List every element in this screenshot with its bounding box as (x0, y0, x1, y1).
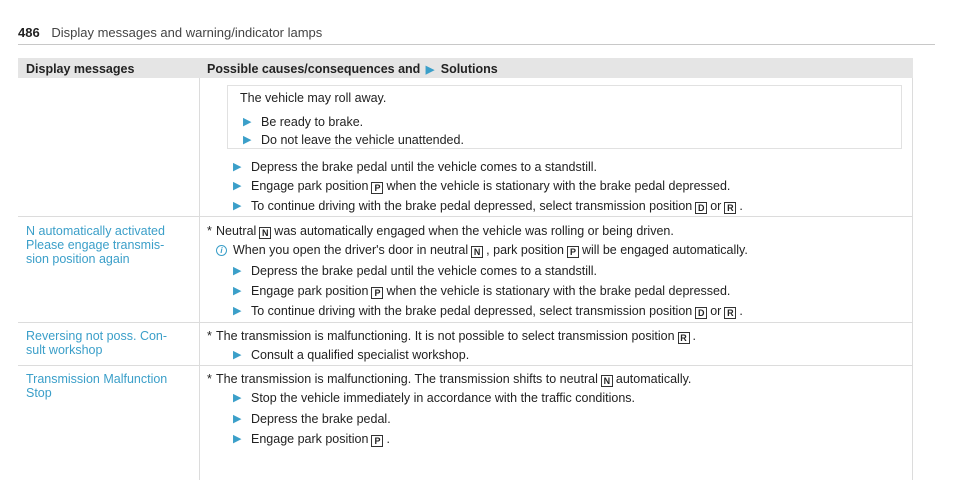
row-separator (18, 365, 913, 366)
display-message: Reversing not poss. Con- (26, 329, 168, 343)
solution-step: Stop the vehicle immediately in accordance with the traffic conditions. (251, 391, 635, 405)
note-text: The vehicle may roll away. (240, 91, 387, 105)
page-header (18, 25, 322, 40)
arrow-icon: ▶ (425, 64, 435, 76)
display-message: Please engage transmis- (26, 238, 165, 252)
header-causes-text: Possible causes/consequences and (207, 62, 421, 76)
gear-p-icon: P (371, 435, 383, 447)
column-separator (199, 78, 200, 480)
asterisk: * (207, 372, 212, 386)
solution-step: Engage park position P when the vehicle is stationary with the brake pedal depressed. (251, 284, 731, 298)
arrow-icon: ▶ (233, 349, 242, 361)
cause-text: The transmission is malfunctioning. It is not possible to select transmission position R . (216, 329, 697, 343)
gear-n-icon: N (601, 375, 613, 387)
arrow-icon: ▶ (233, 200, 242, 212)
arrow-icon: ▶ (233, 305, 242, 317)
arrow-icon: ▶ (233, 433, 242, 445)
arrow-icon: ▶ (233, 392, 242, 404)
note-step: Be ready to brake. (261, 115, 364, 129)
arrow-icon: ▶ (243, 116, 252, 128)
arrow-icon: ▶ (233, 413, 242, 425)
solution-step: To continue driving with the brake pedal depressed, select transmission position D or R . (251, 199, 743, 213)
gear-p-icon: P (567, 246, 579, 258)
solution-step: Depress the brake pedal. (251, 412, 391, 426)
arrow-icon: ▶ (233, 180, 242, 192)
solution-step: Engage park position P when the vehicle is stationary with the brake pedal depressed. (251, 179, 731, 193)
header-causes-solutions (207, 62, 498, 76)
gear-n-icon: N (471, 246, 483, 258)
display-message: Transmission Malfunction (26, 372, 168, 386)
info-text: When you open the driver's door in neutral N , park position P will be engaged automatically. (233, 243, 748, 257)
gear-r-icon: R (724, 307, 736, 319)
page-title: Display messages and warning/indicator lamps (51, 25, 323, 40)
info-icon: i (216, 245, 227, 256)
solution-step: Depress the brake pedal until the vehicle comes to a standstill. (251, 264, 598, 278)
row-separator (18, 216, 913, 217)
gear-n-icon: N (259, 227, 271, 239)
asterisk: * (207, 224, 212, 238)
display-message: N automatically activated (26, 224, 165, 238)
solution-step: Depress the brake pedal until the vehicle comes to a standstill. (251, 160, 598, 174)
solution-step: Consult a qualified specialist workshop. (251, 348, 470, 362)
header-display-messages: Display messages (26, 62, 135, 76)
page-number: 486 (18, 25, 40, 40)
cause-text: Neutral N was automatically engaged when the vehicle was rolling or being driven. (216, 224, 674, 238)
header-rule (18, 44, 935, 45)
header-solutions-text: Solutions (440, 62, 498, 76)
solution-step: Engage park position P . (251, 432, 390, 446)
messages-table (18, 58, 913, 480)
table-right-border (912, 78, 913, 480)
note-step: Do not leave the vehicle unattended. (261, 133, 464, 147)
gear-p-icon: P (371, 182, 383, 194)
arrow-icon: ▶ (233, 285, 242, 297)
display-message: sult workshop (26, 343, 103, 357)
arrow-icon: ▶ (243, 134, 252, 146)
gear-r-icon: R (678, 332, 690, 344)
row-separator (18, 322, 913, 323)
display-message: sion position again (26, 252, 130, 266)
gear-r-icon: R (724, 202, 736, 214)
table-header (18, 58, 913, 78)
cause-text: The transmission is malfunctioning. The transmission shifts to neutral N automatically. (216, 372, 692, 386)
arrow-icon: ▶ (233, 265, 242, 277)
gear-d-icon: D (695, 202, 707, 214)
gear-d-icon: D (695, 307, 707, 319)
display-message: Stop (26, 386, 52, 400)
arrow-icon: ▶ (233, 161, 242, 173)
solution-step: To continue driving with the brake pedal depressed, select transmission position D or R . (251, 304, 743, 318)
asterisk: * (207, 329, 212, 343)
gear-p-icon: P (371, 287, 383, 299)
